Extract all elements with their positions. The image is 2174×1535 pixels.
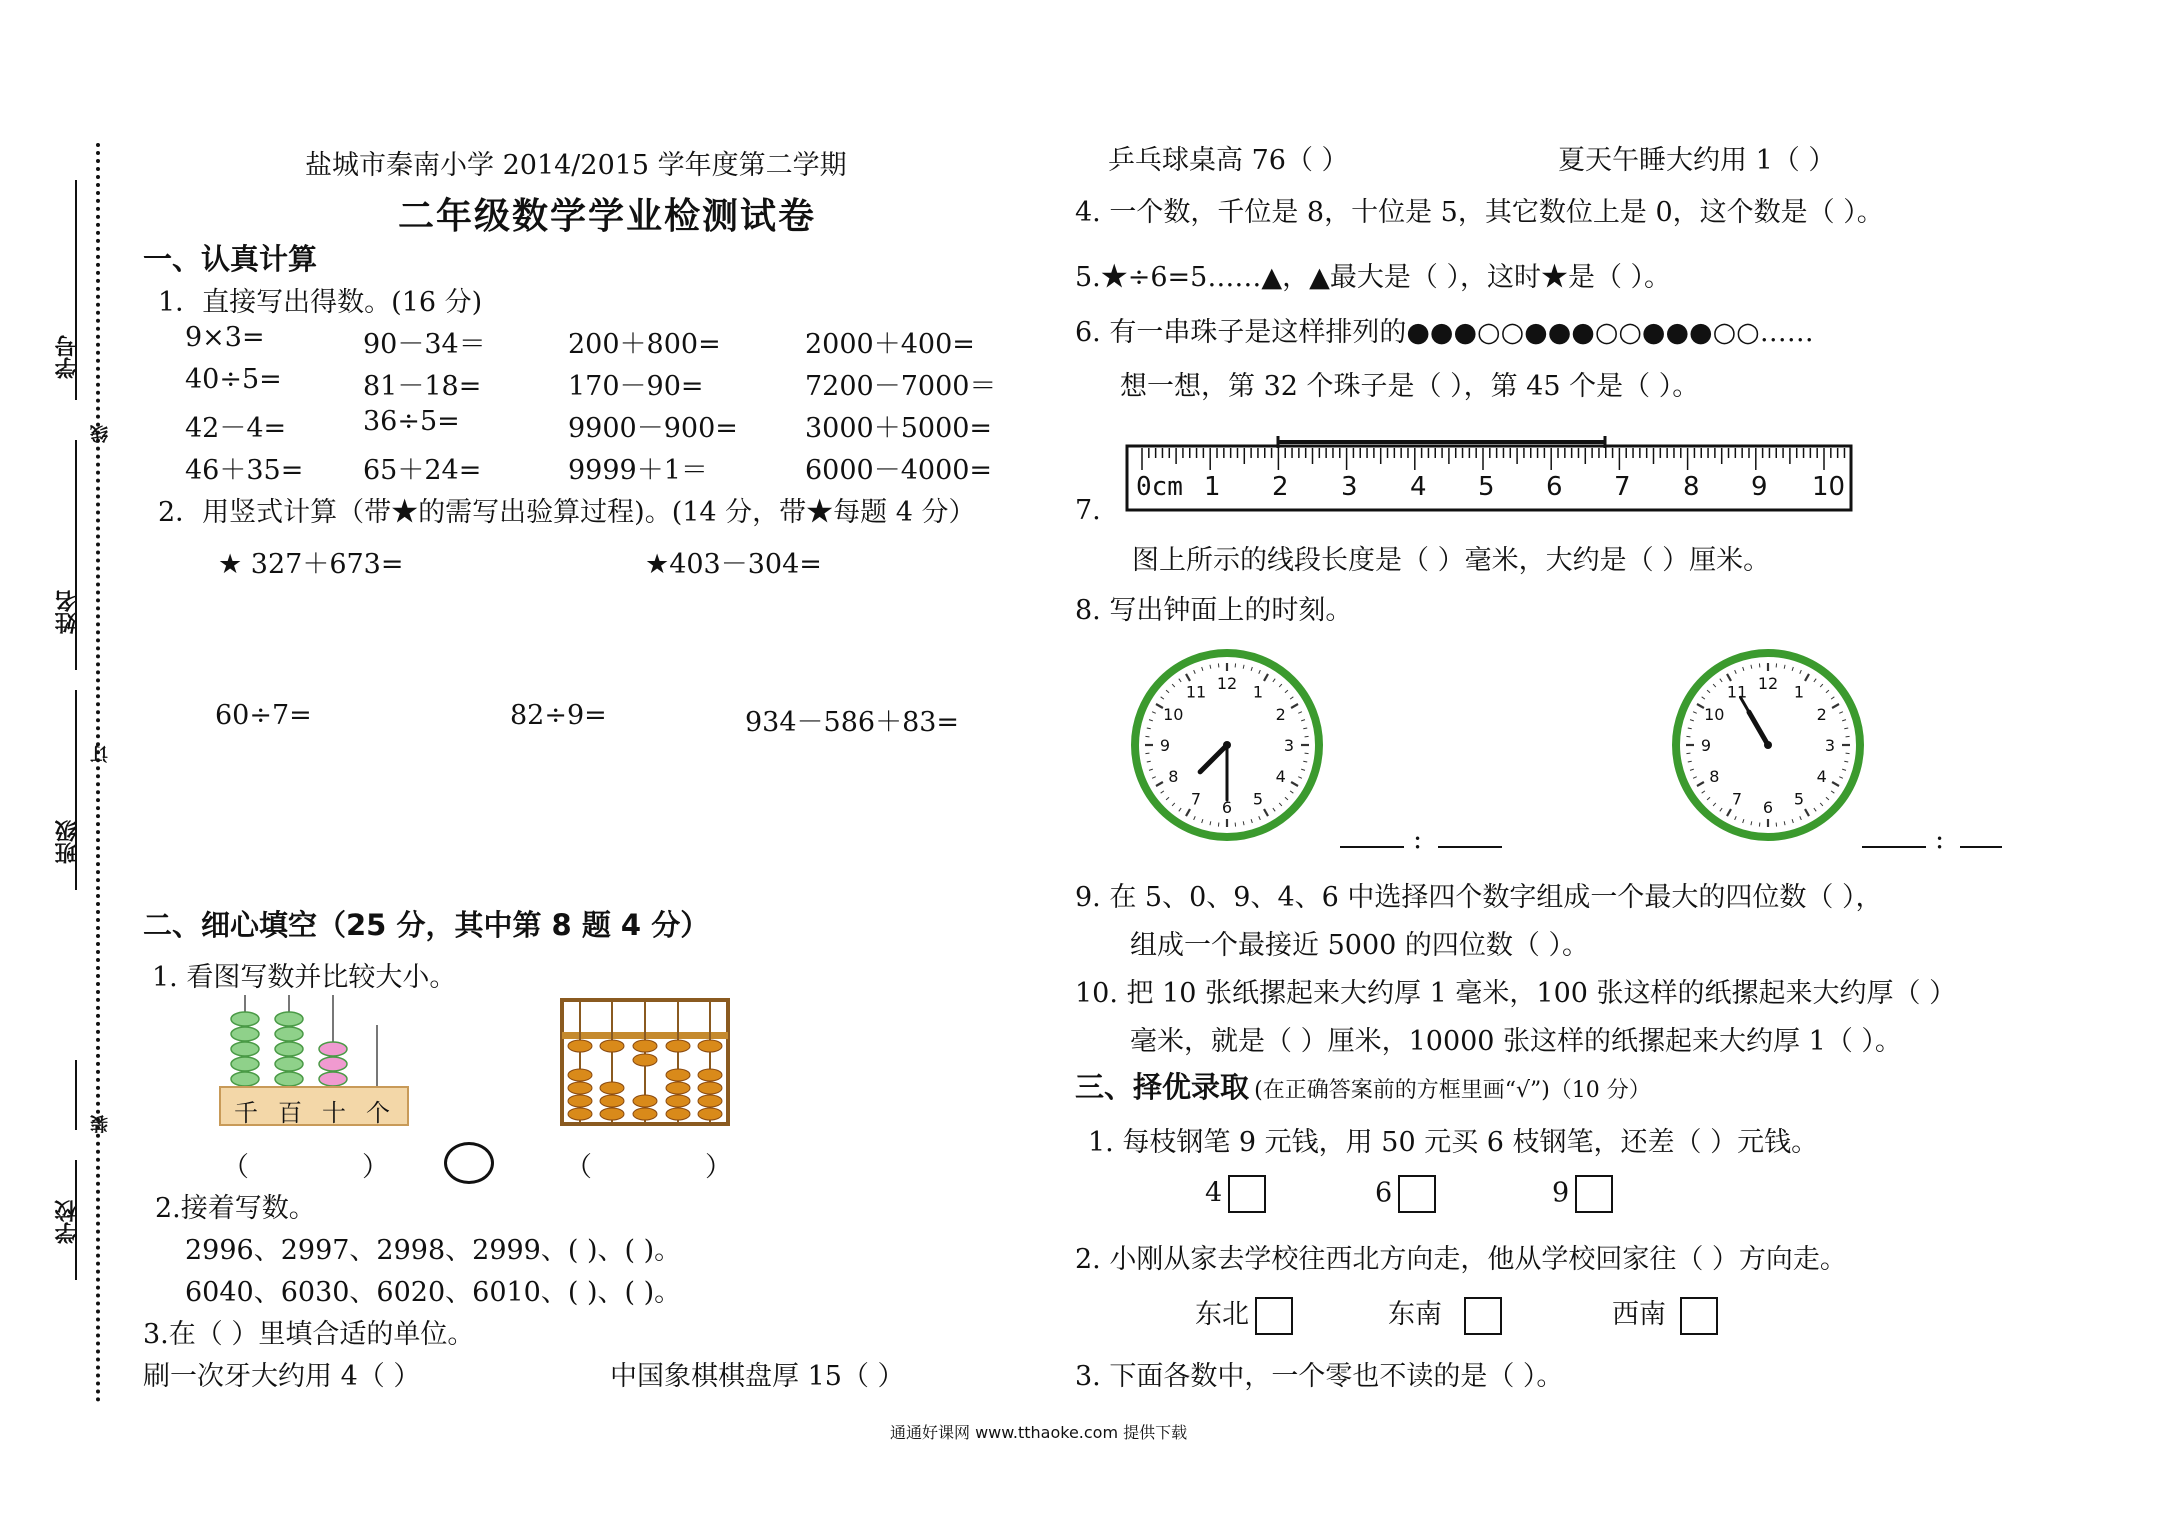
- abacus-bead: [633, 1054, 657, 1066]
- s2-q2-title: 2.接着写数。: [155, 1193, 316, 1224]
- s3-q2-option-northeast[interactable]: [1195, 1292, 1293, 1335]
- s2-q3-title: 3.在（ ）里填合适的单位。: [143, 1319, 475, 1350]
- clock-number: 1: [1793, 682, 1805, 702]
- abacus-bead: [275, 1072, 303, 1086]
- q9-line1: 9. 在 5、0、9、4、6 中选择四个数字组成一个最大的四位数（ ），: [1075, 882, 1883, 913]
- vertical-calc-5: 934－586＋83=: [745, 707, 960, 738]
- paren-open-1: （: [222, 1152, 249, 1183]
- clock-number: 2: [1275, 705, 1286, 724]
- clock2-colon: :: [1935, 824, 1945, 855]
- section2-heading: 二、细心填空（25 分，其中第 8 题 4 分）: [143, 908, 710, 942]
- clock-number: 10: [1704, 705, 1725, 724]
- clock-number: 9: [1159, 736, 1171, 755]
- option-checkbox[interactable]: [1575, 1175, 1613, 1213]
- ruler-label-5: 5: [1478, 472, 1495, 502]
- option-checkbox[interactable]: [1255, 1297, 1293, 1335]
- q7-text: 图上所示的线段长度是（ ）毫米，大约是（ ）厘米。: [1132, 545, 1771, 576]
- s3-q2-option-southeast[interactable]: [1388, 1292, 1502, 1335]
- binding-label-line: 线: [90, 425, 111, 443]
- q6-line2: 想一想，第 32 个珠子是（ ），第 45 个是（ ）。: [1120, 371, 1700, 402]
- s2-q3-line1b: 中国象棋棋盘厚 15（ ）: [610, 1361, 905, 1392]
- ruler-label-10: 10: [1812, 472, 1846, 502]
- clock-number: 10: [1163, 705, 1184, 724]
- abacus-label-hundreds: 百: [278, 1099, 302, 1127]
- clock-face-2: [1668, 645, 1868, 845]
- abacus-bead: [600, 1108, 624, 1120]
- calc-r1c4: 2000＋400=: [805, 329, 975, 360]
- abacus-bead: [231, 1027, 259, 1041]
- abacus-bead: [600, 1082, 624, 1094]
- s2-q1-title: 1. 看图写数并比较大小。: [152, 962, 457, 993]
- calc-r3c4: 3000＋5000=: [805, 413, 993, 444]
- calc-r1c1: 9×3=: [185, 322, 265, 353]
- paren-close-1: ）: [362, 1152, 389, 1183]
- q10-line1: 10. 把 10 张纸摞起来大约厚 1 毫米，100 张这样的纸摞起来大约厚（ ）: [1075, 978, 1957, 1009]
- s3-q1-option-4[interactable]: [1205, 1175, 1266, 1213]
- clock-number: 11: [1185, 682, 1207, 702]
- abacus-bead: [633, 1108, 657, 1120]
- abacus-bead: [666, 1040, 690, 1052]
- clock-number: 12: [1216, 674, 1238, 693]
- option-label: 4: [1205, 1177, 1223, 1209]
- clock-number: 7: [1731, 789, 1743, 809]
- abacus-bead: [319, 1057, 347, 1071]
- vertical-calc-1: ★ 327＋673=: [218, 549, 404, 580]
- calc-r2c4: 7200－7000＝: [805, 371, 997, 402]
- clock-number: 5: [1793, 789, 1805, 809]
- binding-line-2: [75, 440, 77, 670]
- vertical-calc-2: ★403－304=: [645, 549, 822, 580]
- binding-label-name: 姓名: [55, 590, 80, 634]
- binding-label-pack: 装: [90, 1115, 111, 1133]
- calc-r4c1: 46＋35=: [185, 455, 304, 486]
- abacus-bead: [568, 1108, 592, 1120]
- clock-number: 8: [1168, 767, 1179, 786]
- abacus-bead: [275, 1057, 303, 1071]
- abacus-bead: [698, 1095, 722, 1107]
- q10-line2: 毫米，就是（ ）厘米，10000 张这样的纸摞起来大约厚 1（ ）。: [1130, 1026, 1902, 1057]
- binding-line-4: [75, 1060, 77, 1130]
- clock-center: [1223, 741, 1231, 749]
- clock-number: 8: [1709, 767, 1720, 786]
- ruler-label-8: 8: [1683, 472, 1700, 502]
- calc-r4c3: 9999＋1＝: [568, 455, 708, 486]
- s2-q2-line1: 2996、2997、2998、2999、( )、( )。: [185, 1235, 682, 1266]
- calc-r4c4: 6000－4000=: [805, 455, 993, 486]
- clock-number: 6: [1762, 798, 1774, 817]
- paren-close-2: ）: [705, 1152, 732, 1183]
- clock1-colon: :: [1413, 824, 1423, 855]
- option-checkbox[interactable]: [1464, 1297, 1502, 1335]
- section1-heading: 一、认真计算: [143, 242, 318, 276]
- page-title: 二年级数学学业检测试卷: [398, 196, 817, 237]
- abacus-bead: [275, 1027, 303, 1041]
- option-label: 6: [1375, 1177, 1393, 1209]
- calc-r4c2: 65＋24=: [363, 455, 482, 486]
- school-line: 盐城市秦南小学 2014/2015 学年度第二学期: [305, 150, 847, 181]
- ruler-label-0: 0cm: [1136, 472, 1183, 502]
- clock-center: [1764, 741, 1772, 749]
- abacus-bead: [568, 1095, 592, 1107]
- clock-number: 9: [1700, 736, 1712, 755]
- ruler-label-9: 9: [1751, 472, 1768, 502]
- clock-number: 1: [1252, 682, 1264, 702]
- option-label: 9: [1552, 1177, 1570, 1209]
- section3-heading-wrap: [1075, 1065, 1651, 1106]
- q7-number: 7.: [1075, 495, 1101, 526]
- s3-q3-text: 3. 下面各数中，一个零也不读的是（ ）。: [1075, 1361, 1564, 1392]
- clock-number: 3: [1824, 736, 1836, 755]
- ruler-label-6: 6: [1546, 472, 1563, 502]
- abacus-bead: [698, 1108, 722, 1120]
- s1-q2-title: 2．用竖式计算（带★的需写出验算过程)。(14 分，带★每题 4 分）: [158, 497, 976, 528]
- binding-label-student-id: 学号: [55, 335, 80, 379]
- abacus-bead: [568, 1040, 592, 1052]
- calc-r3c3: 9900－900=: [568, 413, 738, 444]
- q9-line2: 组成一个最接近 5000 的四位数（ ）。: [1130, 930, 1589, 961]
- abacus-bead: [568, 1082, 592, 1094]
- calc-r2c2: 81－18=: [363, 371, 482, 402]
- footer-source: 通通好课网 www.tthaoke.com 提供下载: [890, 1423, 1188, 1442]
- option-label: 西南: [1612, 1299, 1666, 1330]
- binding-label-class: 班级: [55, 820, 80, 864]
- abacus-bead: [666, 1069, 690, 1081]
- abacus-bead: [231, 1057, 259, 1071]
- ruler-label-1: 1: [1204, 472, 1221, 502]
- calc-r1c2: 90－34＝: [363, 329, 486, 360]
- q8-text: 8. 写出钟面上的时刻。: [1075, 595, 1353, 626]
- abacus-bead: [633, 1040, 657, 1052]
- vertical-calc-3: 60÷7=: [215, 700, 312, 731]
- abacus-bead: [666, 1082, 690, 1094]
- clock-number: 5: [1252, 789, 1264, 809]
- abacus-bead: [319, 1072, 347, 1086]
- abacus-bead: [698, 1082, 722, 1094]
- option-checkbox[interactable]: [1680, 1297, 1718, 1335]
- s1-q1-title: 1．直接写出得数。(16 分): [158, 287, 483, 318]
- abacus-bead: [698, 1040, 722, 1052]
- abacus-bead: [666, 1108, 690, 1120]
- clock2-hour-blank[interactable]: [1862, 846, 1926, 848]
- compare-circle[interactable]: [444, 1142, 494, 1184]
- clock1-minute-blank[interactable]: [1438, 846, 1502, 848]
- binding-dotted-line: [96, 143, 100, 1403]
- abacus-bead: [633, 1095, 657, 1107]
- ruler-label-3: 3: [1341, 472, 1358, 502]
- abacus-label-thousands: 千: [234, 1099, 258, 1127]
- ruler-label-4: 4: [1410, 472, 1427, 502]
- calc-r3c1: 42－4=: [185, 413, 287, 444]
- s3-q2-option-southwest[interactable]: [1612, 1292, 1718, 1335]
- abacus-label-ones: 个: [366, 1099, 390, 1127]
- abacus-bead: [231, 1042, 259, 1056]
- abacus-bead: [231, 1072, 259, 1086]
- s2-q3-line1a: 刷一次牙大约用 4（ ）: [143, 1361, 421, 1392]
- section3-heading-note: (在正确答案前的方框里画“√”)（10 分）: [1254, 1078, 1651, 1103]
- clock-face-1: [1127, 645, 1327, 845]
- binding-label-bind: 订: [90, 745, 111, 763]
- bead-abacus-figure: [560, 998, 730, 1126]
- section3-heading: 三、择优录取: [1075, 1070, 1250, 1104]
- clock-number: 6: [1221, 798, 1233, 817]
- abacus-bead: [698, 1069, 722, 1081]
- s2-q3-line2b: 夏天午睡大约用 1（ ）: [1558, 145, 1836, 176]
- s3-q1-option-9[interactable]: [1552, 1175, 1613, 1213]
- calc-r3c2: 36÷5=: [363, 406, 460, 437]
- abacus-bead: [666, 1095, 690, 1107]
- ruler-label-2: 2: [1272, 472, 1289, 502]
- clock-number: 4: [1816, 767, 1827, 786]
- calc-r1c3: 200＋800=: [568, 329, 721, 360]
- abacus-bead: [275, 1042, 303, 1056]
- s2-q3-line2a: 乒乓球桌高 76（ ）: [1108, 145, 1349, 176]
- abacus-bead: [568, 1069, 592, 1081]
- clock-number: 3: [1283, 736, 1295, 755]
- s3-q2-text: 2. 小刚从家去学校往西北方向走，他从学校回家往（ ）方向走。: [1075, 1244, 1847, 1275]
- binding-label-school: 学校: [55, 1200, 80, 1244]
- calc-r2c1: 40÷5=: [185, 364, 282, 395]
- q6-line1: 6. 有一串珠子是这样排列的●●●○○●●●○○●●●○○……: [1075, 317, 1814, 348]
- clock-number: 2: [1816, 705, 1827, 724]
- vertical-calc-4: 82÷9=: [510, 700, 607, 731]
- q5-text: 5.★÷6=5……▲，▲最大是（ ），这时★是（ ）。: [1075, 262, 1672, 293]
- s3-q1-text: 1. 每枝钢笔 9 元钱，用 50 元买 6 枝钢笔，还差（ ）元钱。: [1088, 1127, 1819, 1158]
- abacus-bead: [231, 1012, 259, 1026]
- ruler-label-7: 7: [1614, 472, 1631, 502]
- clock-number: 11: [1726, 682, 1748, 702]
- option-label: 东南: [1388, 1299, 1442, 1330]
- s2-q2-line2: 6040、6030、6020、6010、( )、( )。: [185, 1277, 682, 1308]
- s3-q1-option-6[interactable]: [1375, 1175, 1436, 1213]
- option-checkbox[interactable]: [1398, 1175, 1436, 1213]
- q4-text: 4. 一个数，千位是 8，十位是 5，其它数位上是 0，这个数是（ ）。: [1075, 197, 1884, 228]
- option-checkbox[interactable]: [1228, 1175, 1266, 1213]
- paren-open-2: （: [565, 1152, 592, 1183]
- abacus-bead: [275, 1012, 303, 1026]
- abacus-label-tens: 十: [322, 1099, 346, 1127]
- option-label: 东北: [1195, 1299, 1249, 1330]
- clock-number: 4: [1275, 767, 1286, 786]
- clock-number: 12: [1757, 674, 1779, 693]
- clock2-minute-blank[interactable]: [1960, 846, 2002, 848]
- clock1-hour-blank[interactable]: [1340, 846, 1404, 848]
- abacus-bead: [600, 1095, 624, 1107]
- abacus-bead: [600, 1040, 624, 1052]
- calc-r2c3: 170－90=: [568, 371, 704, 402]
- clock-number: 7: [1190, 789, 1202, 809]
- abacus-bead: [319, 1042, 347, 1056]
